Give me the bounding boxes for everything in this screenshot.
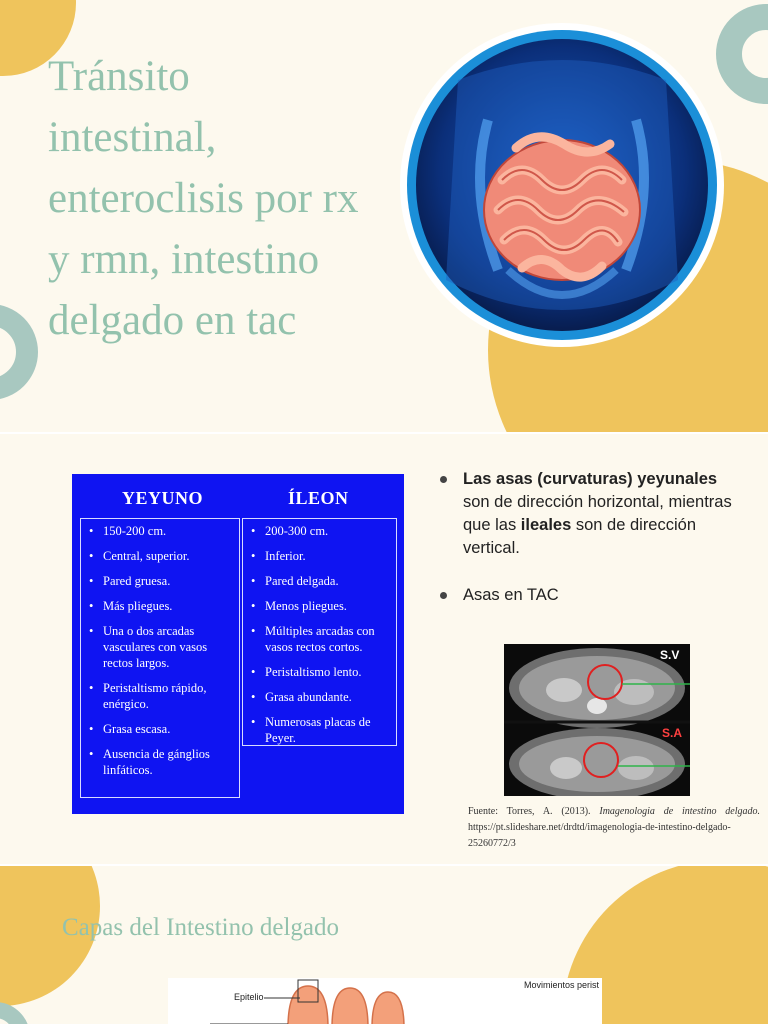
- teal-ring-left: [0, 304, 38, 400]
- list-item: • Grasa escasa.: [103, 721, 233, 737]
- list-item: • Inferior.: [265, 548, 390, 564]
- text: son de dirección horizontal, mientras que las: [463, 493, 732, 534]
- bullet-list: [440, 468, 740, 607]
- ileon-column: [242, 518, 397, 746]
- villi-diagram-icon: [168, 978, 602, 1024]
- bullet-item-tac: [440, 584, 740, 607]
- bold-text: Las asas (curvaturas) yeyunales: [463, 470, 718, 488]
- list-item: • 200-300 cm.: [265, 523, 390, 539]
- text: Asas en TAC: [463, 586, 559, 604]
- ct-label-sv: S.V: [660, 648, 680, 662]
- text: Fuente: Torres, A. (2013).: [468, 806, 600, 817]
- label-epitelio: Epitelio: [234, 992, 264, 1002]
- slide-title: Tránsito intestinal, enteroclisis por rx y rmn, intestino delgado en tac: [48, 53, 359, 344]
- ct-label-sa: S.A: [662, 726, 683, 740]
- intestine-illustration-icon: [398, 20, 726, 350]
- list-item: • Numerosas placas de Peyer.: [265, 714, 390, 746]
- teal-ring-bottom-left: [0, 1002, 30, 1024]
- title-slide: [0, 0, 768, 432]
- source-citation: [468, 804, 760, 852]
- yeyuno-column: [80, 518, 240, 798]
- label-movimientos: Movimientos perist: [524, 980, 600, 990]
- list-item: • Una o dos arcadas vasculares con vasos rectos largos.: [103, 623, 233, 671]
- text: son de dirección vertical.: [463, 516, 697, 557]
- list-item: • 150-200 cm.: [103, 523, 233, 539]
- source-link[interactable]: https://pt.slideshare.net/drdtd/imagenologia-de-intestino-delgado-25260772/3: [468, 822, 731, 849]
- column-header-yeyuno: YEYUNO: [122, 488, 204, 508]
- list-item: • Ausencia de gánglios linfáticos.: [103, 746, 233, 778]
- list-item: • Menos pliegues.: [265, 598, 390, 614]
- list-item: • Más pliegues.: [103, 598, 233, 614]
- list-item: • Múltiples arcadas con vasos rectos cortos.: [265, 623, 390, 655]
- bullet-dot-icon: [440, 592, 447, 599]
- list-item: • Central, superior.: [103, 548, 233, 564]
- bold-text: ileales: [520, 516, 572, 534]
- list-item: • Peristaltismo rápido, enérgico.: [103, 680, 233, 712]
- italic-text: Imagenologia de intestino delgado.: [599, 806, 760, 817]
- bullet-item-asas: [440, 468, 740, 560]
- comparison-slide: [0, 434, 768, 864]
- list-item: • Pared delgada.: [265, 573, 390, 589]
- list-item: • Peristaltismo lento.: [265, 664, 390, 680]
- ct-scan-image-icon: [504, 644, 690, 796]
- layers-slide: [0, 866, 768, 1024]
- section-title: Capas del Intestino delgado: [62, 914, 340, 941]
- list-item: • Pared gruesa.: [103, 573, 233, 589]
- list-item: • Grasa abundante.: [265, 689, 390, 705]
- column-header-ileon: ÍLEON: [288, 488, 349, 508]
- yeyuno-ileon-table: [72, 474, 404, 814]
- bullet-dot-icon: [440, 476, 447, 483]
